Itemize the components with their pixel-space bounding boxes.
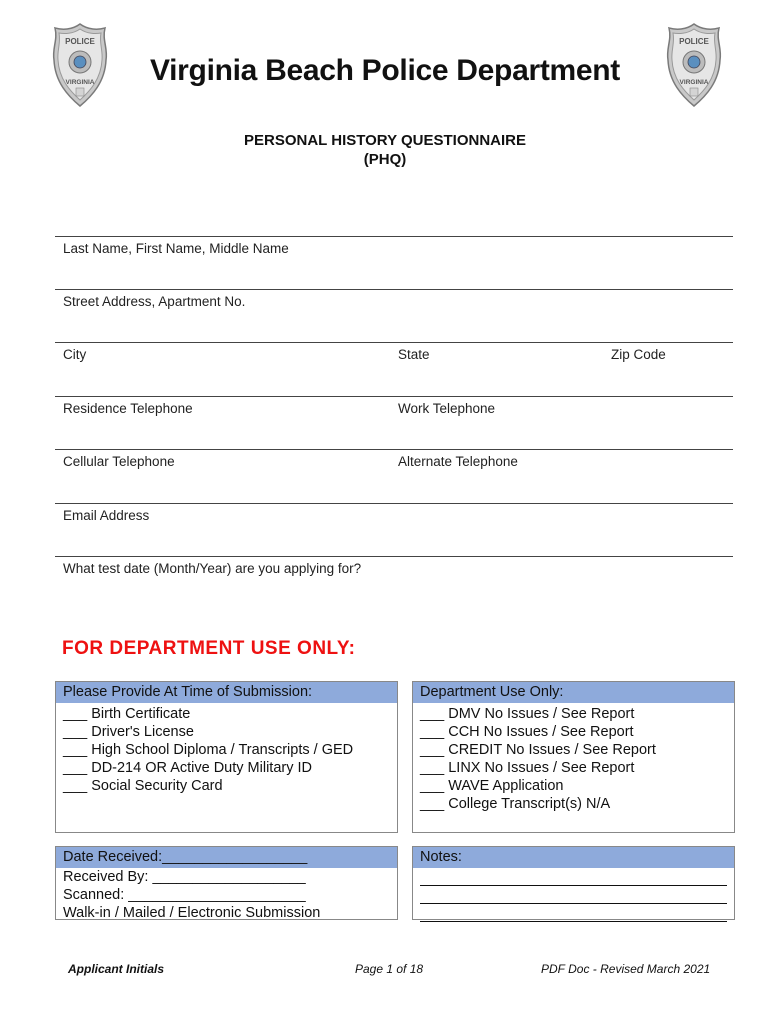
residence-telephone-label: Residence Telephone <box>63 401 193 416</box>
street-address-label: Street Address, Apartment No. <box>63 294 246 309</box>
form-subtitle-line1: PERSONAL HISTORY QUESTIONNAIRE <box>244 132 526 149</box>
street-address-field[interactable] <box>55 289 733 343</box>
list-item: Scanned: ______________________ <box>63 887 306 903</box>
submission-documents-box <box>55 681 398 833</box>
name-field[interactable] <box>55 236 733 290</box>
city-state-zip-row[interactable] <box>55 342 733 396</box>
alternate-telephone-label: Alternate Telephone <box>398 454 518 469</box>
notes-line[interactable] <box>420 886 727 904</box>
revision-note: PDF Doc - Revised March 2021 <box>541 962 711 976</box>
svg-text:POLICE: POLICE <box>679 37 709 46</box>
list-item: ___ LINX No Issues / See Report <box>420 760 635 776</box>
work-telephone-label: Work Telephone <box>398 401 496 416</box>
notes-line[interactable] <box>420 868 727 886</box>
svg-text:POLICE: POLICE <box>65 37 95 46</box>
department-use-only-box <box>412 681 735 833</box>
list-item: ___ CCH No Issues / See Report <box>420 724 634 740</box>
svg-text:VIRGINIA: VIRGINIA <box>679 79 709 86</box>
department-box-header: Department Use Only: <box>413 682 734 703</box>
list-item: ___ WAVE Application <box>420 778 564 794</box>
page-number: Page 1 of 18 <box>355 962 424 976</box>
test-date-label: What test date (Month/Year) are you applying for? <box>63 561 362 576</box>
form-subtitle-line2: (PHQ) <box>363 151 407 168</box>
svg-text:VIRGINIA: VIRGINIA <box>65 79 95 86</box>
list-item: ___ CREDIT No Issues / See Report <box>420 742 656 758</box>
cellular-telephone-label: Cellular Telephone <box>63 454 175 469</box>
list-item: Walk-in / Mailed / Electronic Submission <box>63 905 321 921</box>
city-label: City <box>63 347 87 362</box>
state-label: State <box>398 347 430 362</box>
submission-box-header: Please Provide At Time of Submission: <box>56 682 397 703</box>
page-title: Virginia Beach Police Department <box>149 54 620 87</box>
notes-header: Notes: <box>413 847 734 868</box>
list-item: ___ Birth Certificate <box>63 706 191 722</box>
applicant-initials-label: Applicant Initials <box>68 962 165 976</box>
zip-label: Zip Code <box>611 347 666 362</box>
notes-line[interactable] <box>420 904 727 922</box>
name-label: Last Name, First Name, Middle Name <box>63 241 289 256</box>
list-item: ___ Social Security Card <box>63 778 223 794</box>
test-date-field[interactable] <box>55 556 733 610</box>
list-item: ___ High School Diploma / Transcripts / GED <box>63 742 354 758</box>
form-subtitle <box>0 131 770 169</box>
email-label: Email Address <box>63 508 150 523</box>
email-field[interactable] <box>55 503 733 557</box>
date-received-header: Date Received:__________________ <box>56 847 397 868</box>
list-item: ___ DD-214 OR Active Duty Military ID <box>63 760 312 776</box>
received-info-box <box>55 846 398 920</box>
telephone-row[interactable] <box>55 396 733 450</box>
list-item: ___ DMV No Issues / See Report <box>420 706 635 722</box>
list-item: Received By: ___________________ <box>63 869 306 885</box>
list-item: ___ College Transcript(s) N/A <box>420 796 611 812</box>
department-use-heading: FOR DEPARTMENT USE ONLY: <box>62 638 356 659</box>
list-item: ___ Driver's License <box>63 724 194 740</box>
notes-box <box>412 846 735 920</box>
cellular-row[interactable] <box>55 449 733 503</box>
